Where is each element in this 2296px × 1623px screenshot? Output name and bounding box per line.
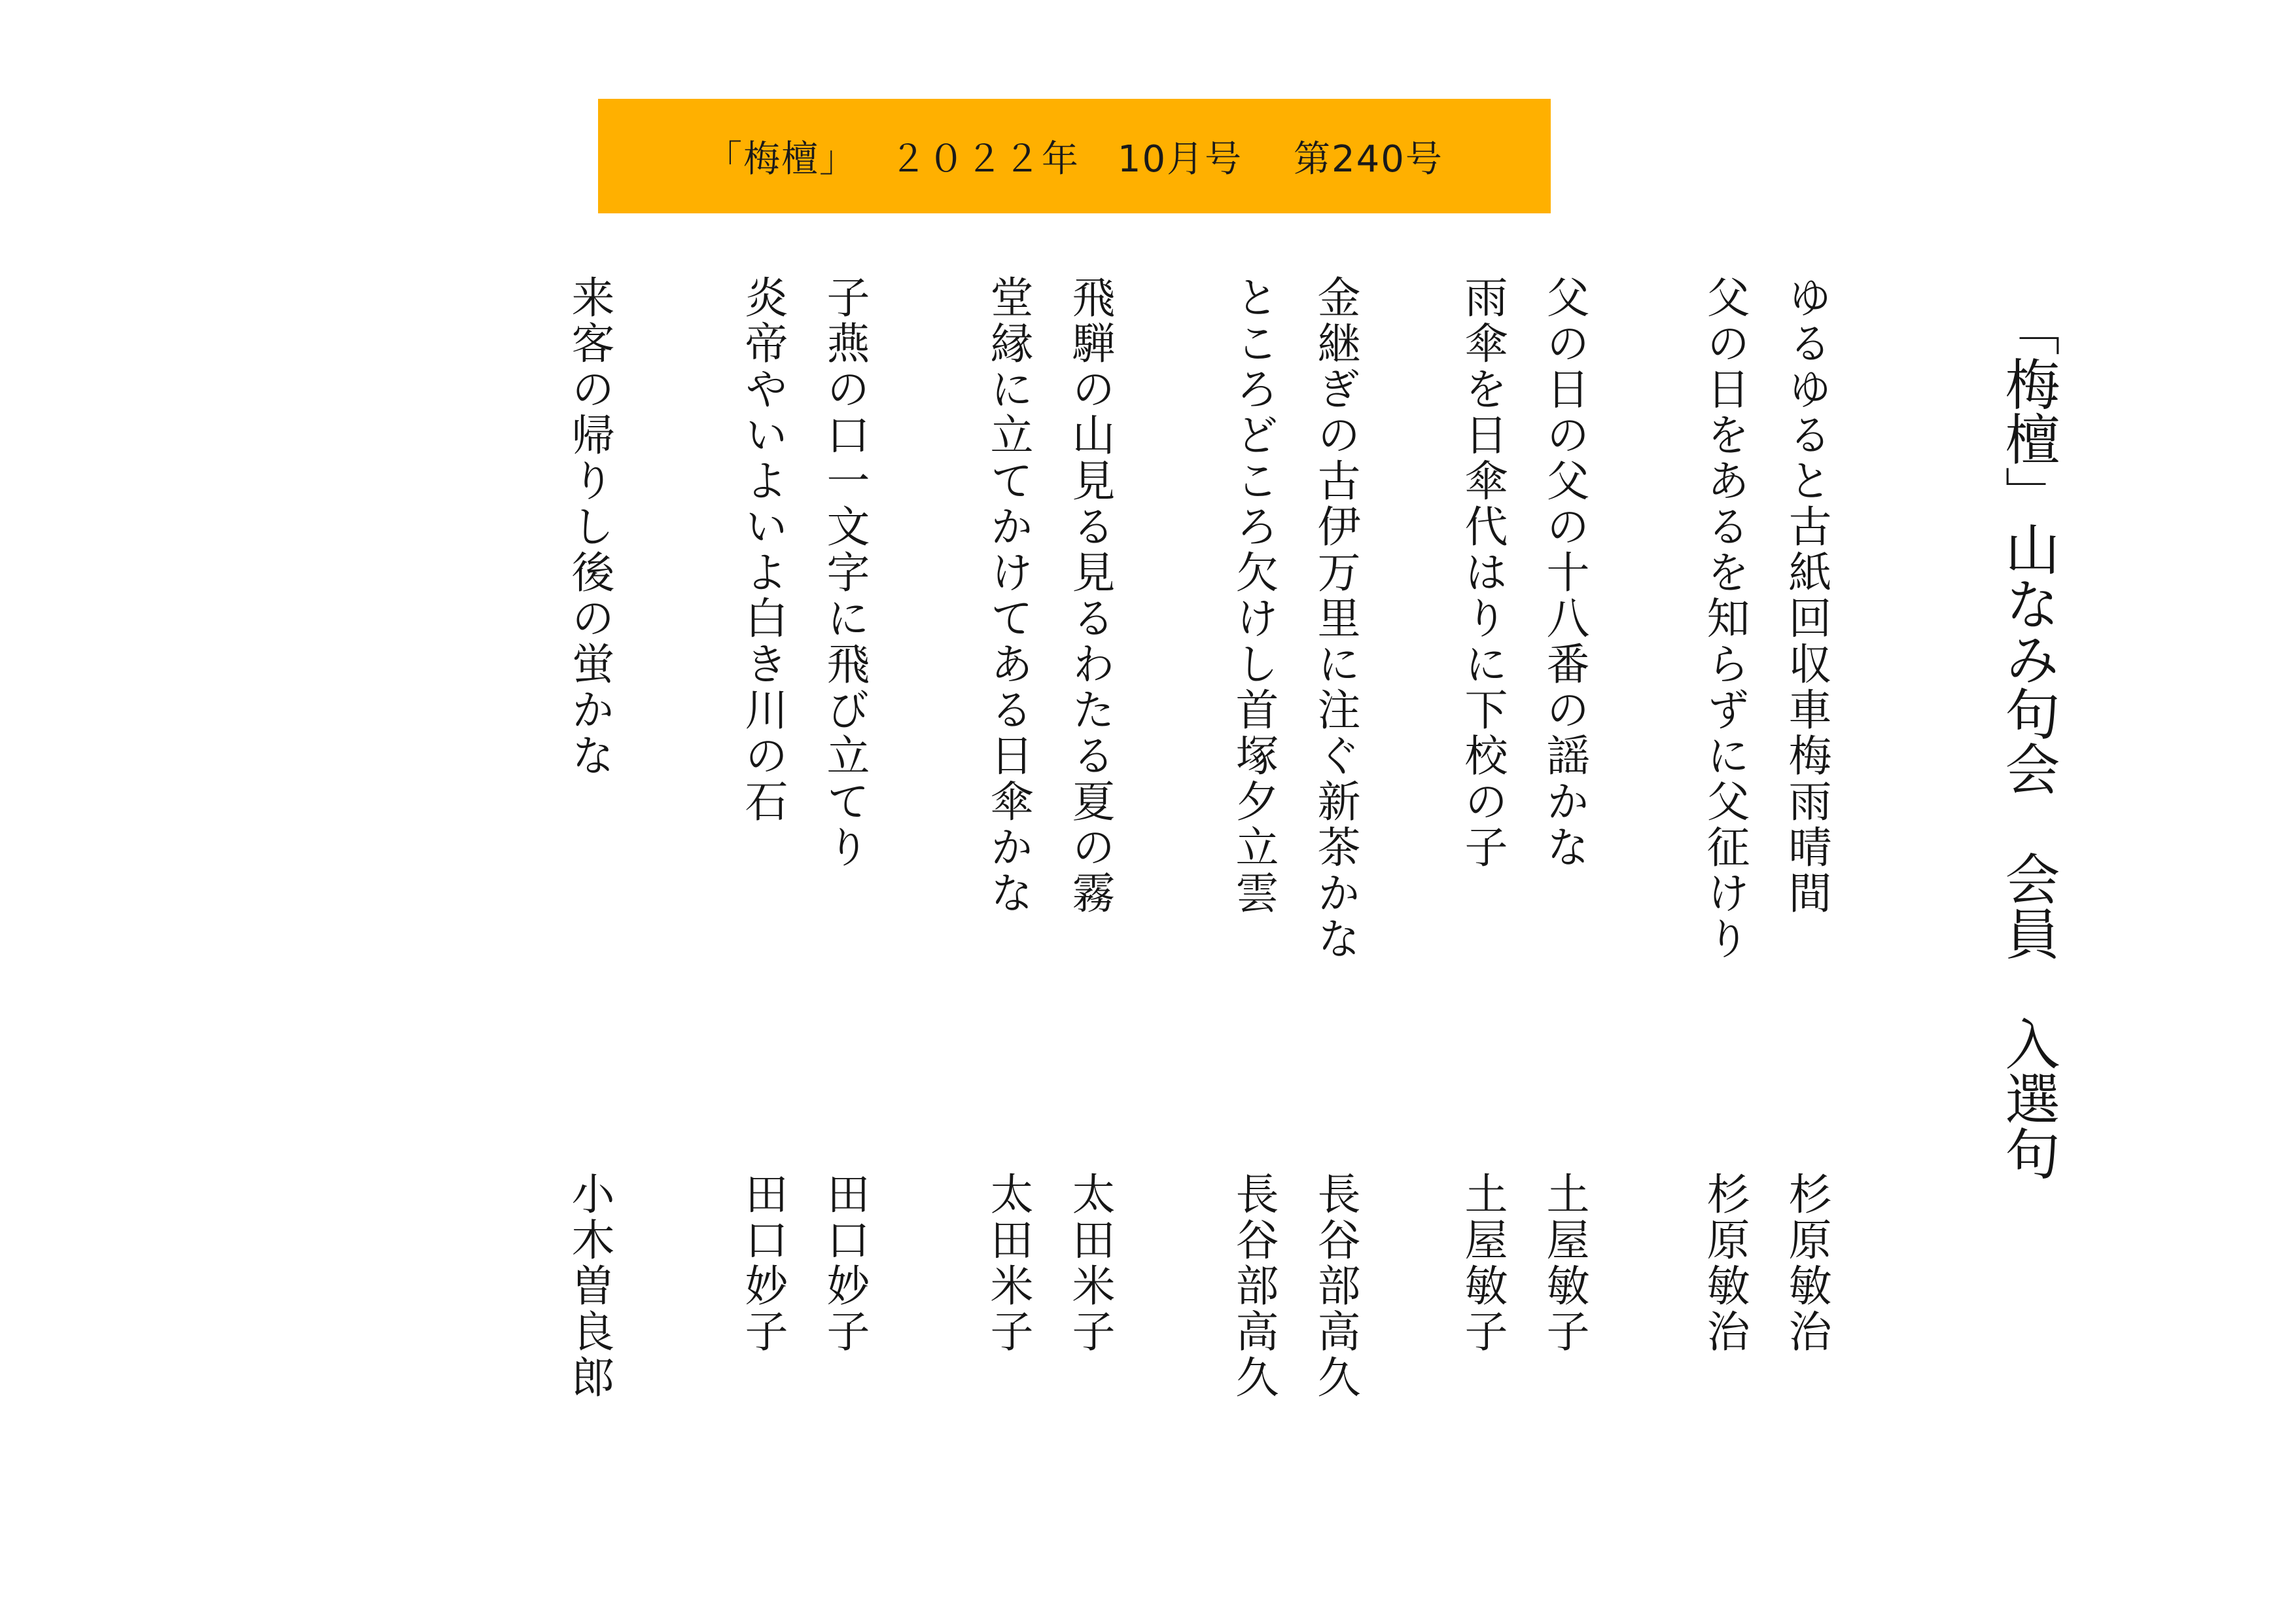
haiku-author: 小木曽良郎 xyxy=(564,1171,614,1400)
haiku-author: 杉原敏治 xyxy=(1781,1171,1831,1355)
haiku-author: 太田米子 xyxy=(983,1171,1033,1355)
haiku-author: 田口妙子 xyxy=(819,1171,870,1355)
issue-banner xyxy=(598,99,1551,213)
haiku-text: 父の日をあるを知らずに父征けり xyxy=(1699,275,1750,962)
haiku-text: 来客の帰りし後の蛍かな xyxy=(564,275,614,779)
page-title: 「梅檀」山なみ句会 会員 入選句 xyxy=(1996,301,2060,1181)
haiku-text: 飛騨の山見る見るわたる夏の霧 xyxy=(1065,275,1115,916)
haiku-author: 土屋敏子 xyxy=(1539,1171,1589,1355)
haiku-text: 子燕の口一文字に飛び立てり xyxy=(819,275,870,870)
issue-banner-text: 「梅檀」 ２０２２年 10月号 第240号 xyxy=(705,137,1443,181)
haiku-text: 金継ぎの古伊万里に注ぐ新茶かな xyxy=(1310,275,1360,962)
haiku-author: 杉原敏治 xyxy=(1699,1171,1750,1355)
haiku-text: 炎帝やいよいよ白き川の石 xyxy=(737,275,788,825)
haiku-author: 長谷部高久 xyxy=(1228,1171,1279,1400)
haiku-text: ゆるゆると古紙回収車梅雨晴間 xyxy=(1781,275,1831,916)
haiku-text: 堂縁に立てかけてある日傘かな xyxy=(983,275,1033,916)
haiku-author: 土屋敏子 xyxy=(1457,1171,1508,1355)
haiku-text: 父の日の父の十八番の謡かな xyxy=(1539,275,1589,870)
haiku-author: 田口妙子 xyxy=(737,1171,788,1355)
haiku-author: 長谷部高久 xyxy=(1310,1171,1360,1400)
haiku-text: ところどころ欠けし首塚夕立雲 xyxy=(1228,275,1279,916)
haiku-author: 太田米子 xyxy=(1065,1171,1115,1355)
haiku-text: 雨傘を日傘代はりに下校の子 xyxy=(1457,275,1508,870)
